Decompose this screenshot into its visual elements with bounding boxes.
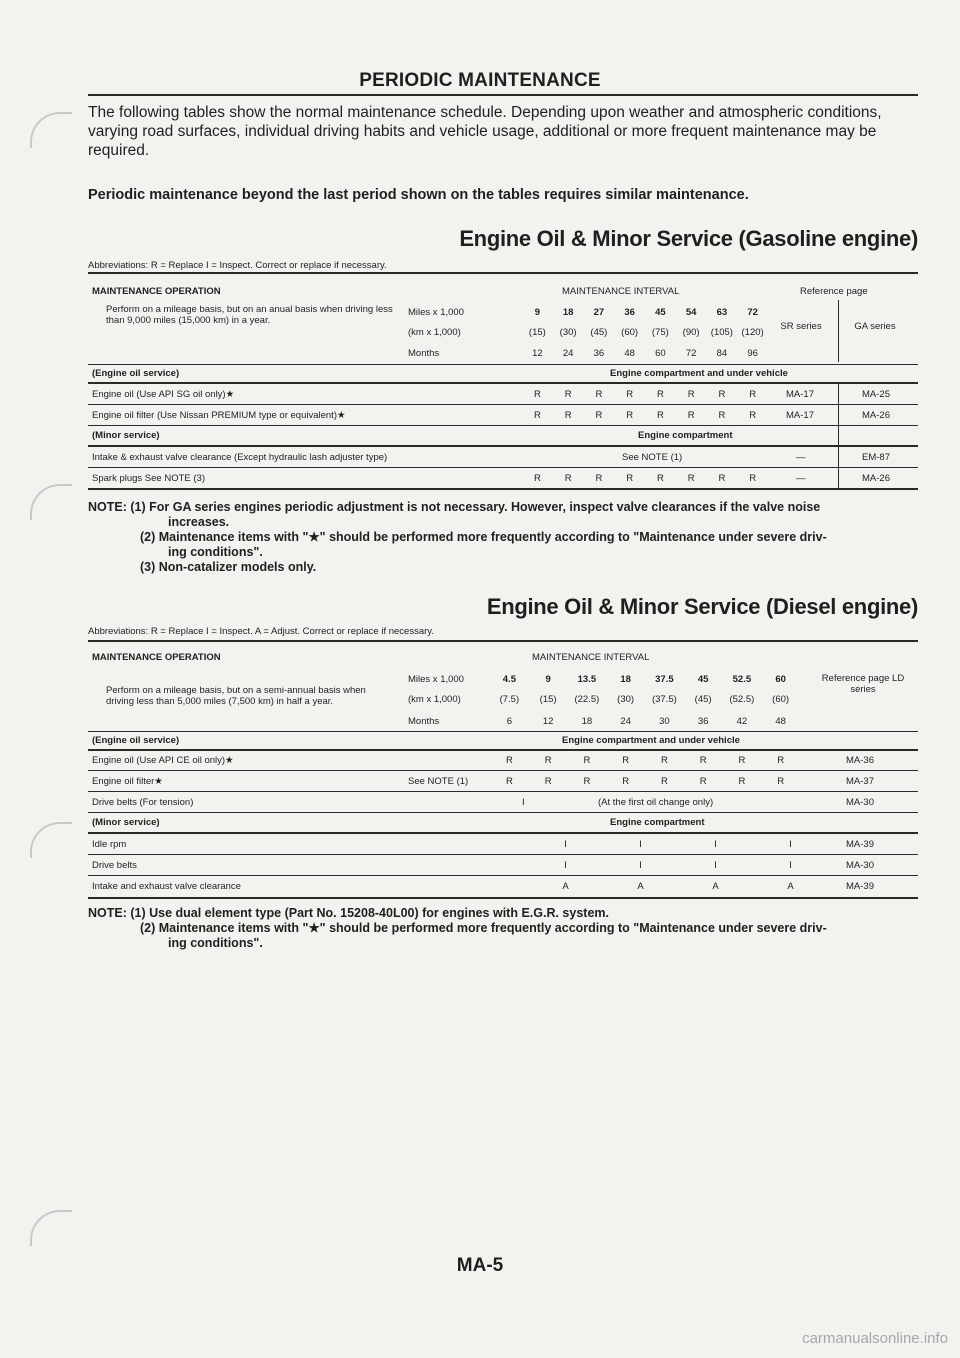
note-1: NOTE: (1) For GA series engines periodic adjustment is not necessary. However, inspect valve clearances if the valve noise: [88, 500, 821, 514]
row-engine-oil-values: [490, 755, 800, 766]
interval-value: 6: [506, 716, 513, 727]
interval-value: (7.5): [499, 694, 520, 705]
schedule-cell: R: [564, 473, 572, 484]
row-engine-oil-filter-note: See NOTE (1): [408, 776, 469, 787]
table-rule: [88, 832, 918, 834]
binder-hole-decoration: [30, 822, 72, 858]
interval-value: 18: [581, 716, 593, 727]
schedule-cell: R: [505, 755, 513, 766]
note-2-continued: ing conditions".: [168, 936, 263, 950]
ref-ld: MA-30: [846, 860, 874, 871]
interval-value: 63: [716, 307, 728, 318]
diesel-months-row: [490, 716, 800, 727]
interval-value: 12: [542, 716, 554, 727]
ref-sr: MA-17: [786, 389, 814, 400]
schedule-cell: R: [687, 473, 695, 484]
table-rule: [88, 640, 918, 642]
schedule-cell: R: [564, 410, 572, 421]
table-rule: [88, 445, 918, 447]
schedule-cell: A: [787, 881, 794, 892]
gasoline-miles-row: [522, 307, 768, 318]
interval-value: 72: [685, 348, 697, 359]
table-rule: [88, 875, 918, 876]
gasoline-notes: [88, 500, 928, 575]
schedule-cell: R: [595, 389, 603, 400]
interval-value: 18: [620, 674, 631, 685]
interval-value: 52.5: [732, 674, 752, 685]
label-miles: Miles x 1,000: [408, 307, 464, 318]
note-3: (3) Non-catalizer models only.: [140, 560, 317, 574]
diesel-section-title: Engine Oil & Minor Service (Diesel engine): [486, 594, 918, 619]
interval-value: (60): [772, 694, 790, 705]
section-location: Engine compartment: [638, 430, 733, 441]
gasoline-abbreviations: Abbreviations: R = Replace I = Inspect. Correct or replace if necessary.: [88, 260, 387, 271]
binder-hole-decoration: [30, 484, 72, 520]
schedule-cell: R: [699, 755, 707, 766]
gasoline-section-title: Engine Oil & Minor Service (Gasoline engine): [459, 226, 918, 251]
schedule-cell: R: [583, 755, 591, 766]
schedule-cell: R: [564, 389, 572, 400]
table-rule: [88, 854, 918, 855]
row-valve-clearance-values: [528, 881, 828, 892]
row-engine-oil-filter-values: [490, 776, 800, 787]
schedule-cell: I: [639, 860, 642, 871]
interval-value: (30): [617, 694, 635, 705]
note-1: NOTE: (1) Use dual element type (Part No. 15208-40L00) for engines with E.G.R. system.: [88, 906, 609, 920]
table-rule: [88, 467, 918, 468]
column-divider: [838, 300, 839, 362]
interval-value: (15): [539, 694, 557, 705]
ref-sr: —: [796, 473, 806, 484]
table-rule: [88, 425, 918, 426]
ref-ga: EM-87: [862, 452, 890, 463]
interval-value: 18: [562, 307, 574, 318]
schedule-cell: R: [738, 755, 746, 766]
table-rule: [88, 488, 918, 490]
label-months: Months: [408, 348, 440, 359]
schedule-cell: A: [637, 881, 644, 892]
interval-value: 37.5: [655, 674, 674, 685]
interval-value: 42: [736, 716, 748, 727]
interval-value: (45): [694, 694, 712, 705]
schedule-cell: R: [660, 755, 668, 766]
row-engine-oil-filter-label: Engine oil filter (Use Nissan PREMIUM type or equivalent)★: [92, 410, 346, 421]
schedule-cell: R: [687, 389, 695, 400]
row-engine-oil-label: Engine oil (Use API CE oil only)★: [92, 755, 234, 766]
schedule-cell: I: [789, 860, 792, 871]
interval-value: 48: [624, 348, 635, 359]
row-idle-rpm-label: Idle rpm: [92, 839, 127, 850]
note-2-continued: ing conditions".: [168, 545, 263, 559]
schedule-cell: R: [622, 755, 630, 766]
schedule-cell: R: [595, 473, 603, 484]
interval-value: 45: [655, 307, 666, 318]
interval-value: (60): [621, 327, 639, 338]
schedule-cell: R: [718, 389, 726, 400]
section-location: Engine compartment and under vehicle: [562, 735, 740, 746]
interval-value: (90): [682, 327, 700, 338]
section-minor-service: (Minor service): [92, 430, 160, 441]
ref-ga: MA-25: [862, 389, 890, 400]
interval-value: (105): [710, 327, 733, 338]
schedule-cell: R: [718, 410, 726, 421]
interval-value: 24: [562, 348, 574, 359]
gasoline-months-row: [522, 348, 768, 359]
schedule-cell: R: [533, 410, 541, 421]
row-engine-oil-filter-label: Engine oil filter★: [92, 776, 163, 787]
schedule-cell: R: [749, 389, 757, 400]
row-valve-clearance-label: Intake and exhaust valve clearance: [92, 881, 241, 892]
interval-value: 60: [775, 674, 786, 685]
label-km: (km x 1,000): [408, 694, 461, 705]
interval-value: 54: [685, 307, 697, 318]
schedule-cell: R: [777, 776, 785, 787]
interval-value: (15): [528, 327, 546, 338]
interval-value: 36: [593, 348, 605, 359]
interval-value: 30: [659, 716, 670, 727]
schedule-cell: R: [749, 473, 757, 484]
gasoline-perform-text: Perform on a mileage basis, but on an anual basis when driving less than 9,000 miles (15,000 km) in a year.: [106, 304, 393, 326]
schedule-cell: R: [595, 410, 603, 421]
section-location: Engine compartment and under vehicle: [610, 368, 788, 379]
schedule-cell: I: [522, 797, 525, 808]
header-reference-page: Reference page: [800, 286, 868, 297]
schedule-cell: I: [564, 839, 567, 850]
schedule-cell: A: [562, 881, 569, 892]
header-maintenance-interval: MAINTENANCE INTERVAL: [532, 652, 650, 663]
schedule-cell: I: [789, 839, 792, 850]
intro-paragraph: The following tables show the normal maintenance schedule. Depending upon weather and atmospheric conditions, varying road surfaces, individual driving habits and vehicle usage, additional or more frequent maintenance may be required.: [88, 104, 882, 159]
note-1-continued: increases.: [168, 515, 230, 529]
interval-value: (37.5): [651, 694, 677, 705]
note-2: (2) Maintenance items with "★" should be performed more frequently according to "Maintenance under severe driv-: [140, 921, 827, 935]
diesel-miles-row: [490, 674, 800, 685]
interval-value: (120): [741, 327, 764, 338]
row-spark-plugs-label: Spark plugs See NOTE (3): [92, 473, 205, 484]
schedule-cell: R: [660, 776, 668, 787]
schedule-cell: R: [583, 776, 591, 787]
page-title: PERIODIC MAINTENANCE: [359, 70, 601, 91]
ref-ga: MA-26: [862, 410, 890, 421]
binder-hole-decoration: [30, 112, 72, 148]
interval-value: 60: [655, 348, 666, 359]
table-rule: [88, 364, 918, 365]
label-miles: Miles x 1,000: [408, 674, 464, 685]
interval-value: (22.5): [574, 694, 600, 705]
interval-value: (45): [590, 327, 608, 338]
ref-ld: MA-30: [846, 797, 874, 808]
ref-ga-series: GA series: [854, 321, 896, 332]
ref-ld: MA-37: [846, 776, 874, 787]
schedule-cell: A: [712, 881, 719, 892]
ref-ld: MA-36: [846, 755, 874, 766]
schedule-cell: I: [564, 860, 567, 871]
interval-value: 13.5: [577, 674, 597, 685]
row-engine-oil-label: Engine oil (Use API SG oil only)★: [92, 389, 235, 400]
row-drive-belts-tension-note: (At the first oil change only): [598, 797, 714, 808]
table-rule: [88, 731, 918, 732]
section-engine-oil-service: (Engine oil service): [92, 368, 180, 379]
header-reference-page: Reference page LD series: [821, 673, 905, 695]
interval-value: 48: [775, 716, 786, 727]
schedule-cell: R: [626, 389, 634, 400]
table-rule: [88, 272, 918, 274]
row-engine-oil-filter-values: [522, 410, 768, 421]
interval-value: 9: [545, 674, 551, 685]
table-rule: [88, 897, 918, 899]
table-rule: [88, 812, 918, 813]
section-minor-service: (Minor service): [92, 817, 160, 828]
gasoline-km-row: [522, 327, 768, 338]
table-rule: [88, 404, 918, 405]
table-rule: [88, 770, 918, 771]
interval-value: 12: [532, 348, 543, 359]
row-valve-clearance-label: Intake & exhaust valve clearance (Except hydraulic lash adjuster type): [92, 452, 388, 463]
interval-value: (52.5): [729, 694, 755, 705]
schedule-cell: R: [777, 755, 785, 766]
page-number: MA-5: [456, 1255, 504, 1276]
schedule-cell: R: [656, 473, 664, 484]
interval-value: 72: [747, 307, 758, 318]
row-valve-clearance-note: See NOTE (1): [622, 452, 683, 463]
label-km: (km x 1,000): [408, 327, 461, 338]
diesel-abbreviations: Abbreviations: R = Replace I = Inspect. A = Adjust. Correct or replace if necessary.: [88, 626, 434, 637]
schedule-cell: I: [714, 839, 717, 850]
row-spark-plugs-values: [522, 473, 768, 484]
interval-value: 4.5: [502, 674, 516, 685]
schedule-cell: R: [749, 410, 757, 421]
interval-value: 27: [593, 307, 605, 318]
schedule-cell: R: [656, 410, 664, 421]
row-drive-belts-tension-label: Drive belts (For tension): [92, 797, 194, 808]
section-engine-oil-service: (Engine oil service): [92, 735, 180, 746]
schedule-cell: R: [544, 776, 552, 787]
row-drive-belts-values: [528, 860, 828, 871]
section-location: Engine compartment: [610, 817, 705, 828]
schedule-cell: I: [639, 839, 642, 850]
note-2: (2) Maintenance items with "★" should be performed more frequently according to "Maintenance under severe driv-: [140, 530, 827, 544]
row-engine-oil-values: [522, 389, 768, 400]
interval-value: 96: [747, 348, 758, 359]
interval-value: 9: [534, 307, 541, 318]
ref-ld: MA-39: [846, 881, 874, 892]
interval-value: 24: [620, 716, 631, 727]
column-divider: [838, 384, 839, 488]
schedule-cell: R: [656, 389, 664, 400]
binder-hole-decoration: [30, 1210, 72, 1246]
schedule-cell: R: [626, 410, 634, 421]
interval-value: (75): [651, 327, 669, 338]
label-months: Months: [408, 716, 440, 727]
schedule-cell: R: [533, 389, 541, 400]
ref-sr: —: [796, 452, 806, 463]
interval-value: 36: [624, 307, 635, 318]
schedule-cell: R: [687, 410, 695, 421]
interval-value: 36: [697, 716, 709, 727]
watermark-text: carmanualsonline.info: [802, 1330, 948, 1347]
row-drive-belts-label: Drive belts: [92, 860, 137, 871]
schedule-cell: R: [622, 776, 630, 787]
schedule-cell: R: [718, 473, 726, 484]
interval-value: (30): [559, 327, 577, 338]
intro-bold-statement: Periodic maintenance beyond the last period shown on the tables requires similar maintenance.: [88, 187, 749, 203]
diesel-km-row: [490, 694, 800, 705]
schedule-cell: R: [699, 776, 707, 787]
table-rule: [88, 382, 918, 384]
schedule-cell: R: [533, 473, 541, 484]
diesel-notes: [88, 906, 928, 951]
table-rule: [88, 749, 918, 751]
row-idle-rpm-values: [528, 839, 828, 850]
ref-ld: MA-39: [846, 839, 874, 850]
diesel-perform-text: Perform on a mileage basis, but on a semi-annual basis when driving less than 5,000 miles (7,500 km) in half a year.: [106, 685, 366, 707]
header-maintenance-operation: MAINTENANCE OPERATION: [92, 652, 221, 663]
table-rule: [88, 791, 918, 792]
ref-sr-series: SR series: [780, 321, 822, 332]
ref-ga: MA-26: [862, 473, 890, 484]
interval-value: 84: [716, 348, 728, 359]
interval-value: 45: [697, 674, 709, 685]
ref-sr: MA-17: [786, 410, 814, 421]
schedule-cell: R: [505, 776, 513, 787]
header-maintenance-operation: MAINTENANCE OPERATION: [92, 286, 221, 297]
schedule-cell: I: [714, 860, 717, 871]
schedule-cell: R: [738, 776, 746, 787]
header-maintenance-interval: MAINTENANCE INTERVAL: [562, 286, 680, 297]
schedule-cell: R: [626, 473, 634, 484]
schedule-cell: R: [544, 755, 552, 766]
title-rule: [88, 94, 918, 96]
